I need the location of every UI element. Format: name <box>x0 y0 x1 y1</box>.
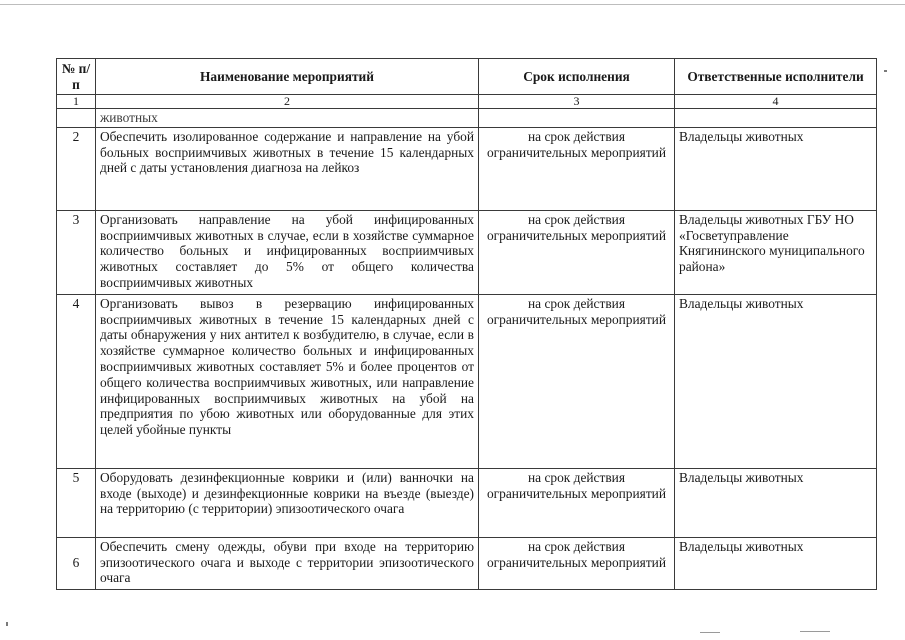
row-num: 5 <box>57 468 96 537</box>
header-term: Срок исполнения <box>479 59 675 95</box>
row-num: 4 <box>57 294 96 468</box>
row-term: на срок действия ограничительных мероприятий <box>479 294 675 468</box>
row-num: 2 <box>57 127 96 210</box>
table-row <box>57 127 877 210</box>
measures-table <box>56 58 877 590</box>
continuation-row <box>57 109 877 128</box>
scan-speck <box>884 70 887 72</box>
header-num: № п/п <box>57 59 96 95</box>
table-row <box>57 468 877 537</box>
column-number: 1 <box>57 95 96 109</box>
row-responsible: Владельцы животных <box>675 294 877 468</box>
row-num: 3 <box>57 210 96 294</box>
table-row <box>57 294 877 468</box>
header-responsible: Ответственные исполнители <box>675 59 877 95</box>
table-header-row <box>57 59 877 95</box>
row-responsible: Владельцы животных ГБУ НО «Госветуправление Княгининского муниципального района» <box>675 210 877 294</box>
row-term: на срок действия ограничительных мероприятий <box>479 210 675 294</box>
row-name: Оборудовать дезинфекционные коврики и (или) ванночки на входе (выходе) и дезинфекционные коврики на въезде (выезде) на территорию (с территории) эпизоотического очага <box>96 468 479 537</box>
scan-bottom-mark <box>700 632 720 633</box>
table-row <box>57 537 877 589</box>
scan-top-edge <box>0 4 905 5</box>
responsible-cell <box>675 109 877 128</box>
row-name: Обеспечить изолированное содержание и направление на убой больных восприимчивых животных в течение 15 календарных дней с даты установления диагноза на лейкоз <box>96 127 479 210</box>
row-name: Организовать вывоз в резервацию инфицированных восприимчивых животных в течение 15 календарных дней с даты обнаружения у них антител к возбудителю, в случае, если в хозяйстве суммарное количество больных и инфицированных восприимчивых животных составляет 5% и более процентов от общего количества восприимчивых животных, или направление инфицированных восприимчивых животных на убой на предприятия по убою животных или оборудованные для этих целей убойные пункты <box>96 294 479 468</box>
row-term: на срок действия ограничительных мероприятий <box>479 468 675 537</box>
row-num-cell <box>57 109 96 128</box>
scan-bottom-mark <box>800 631 830 632</box>
column-number: 3 <box>479 95 675 109</box>
row-responsible: Владельцы животных <box>675 537 877 589</box>
scan-speck <box>6 622 8 626</box>
term-cell <box>479 109 675 128</box>
column-numbers-row <box>57 95 877 109</box>
row-term: на срок действия ограничительных мероприятий <box>479 127 675 210</box>
row-name: Обеспечить смену одежды, обуви при входе на территорию эпизоотического очага и выходе с территории эпизоотического очага <box>96 537 479 589</box>
row-term: на срок действия ограничительных мероприятий <box>479 537 675 589</box>
column-number: 2 <box>96 95 479 109</box>
continuation-text: животных <box>96 109 479 128</box>
table-row <box>57 210 877 294</box>
row-name: Организовать направление на убой инфицированных восприимчивых животных в случае, если в хозяйстве суммарное количество больных и инфицированных восприимчивых животных составляет до 5% от общего количества восприимчивых животных <box>96 210 479 294</box>
row-responsible: Владельцы животных <box>675 468 877 537</box>
row-num: 6 <box>57 537 96 589</box>
header-name: Наименование мероприятий <box>96 59 479 95</box>
column-number: 4 <box>675 95 877 109</box>
row-responsible: Владельцы животных <box>675 127 877 210</box>
